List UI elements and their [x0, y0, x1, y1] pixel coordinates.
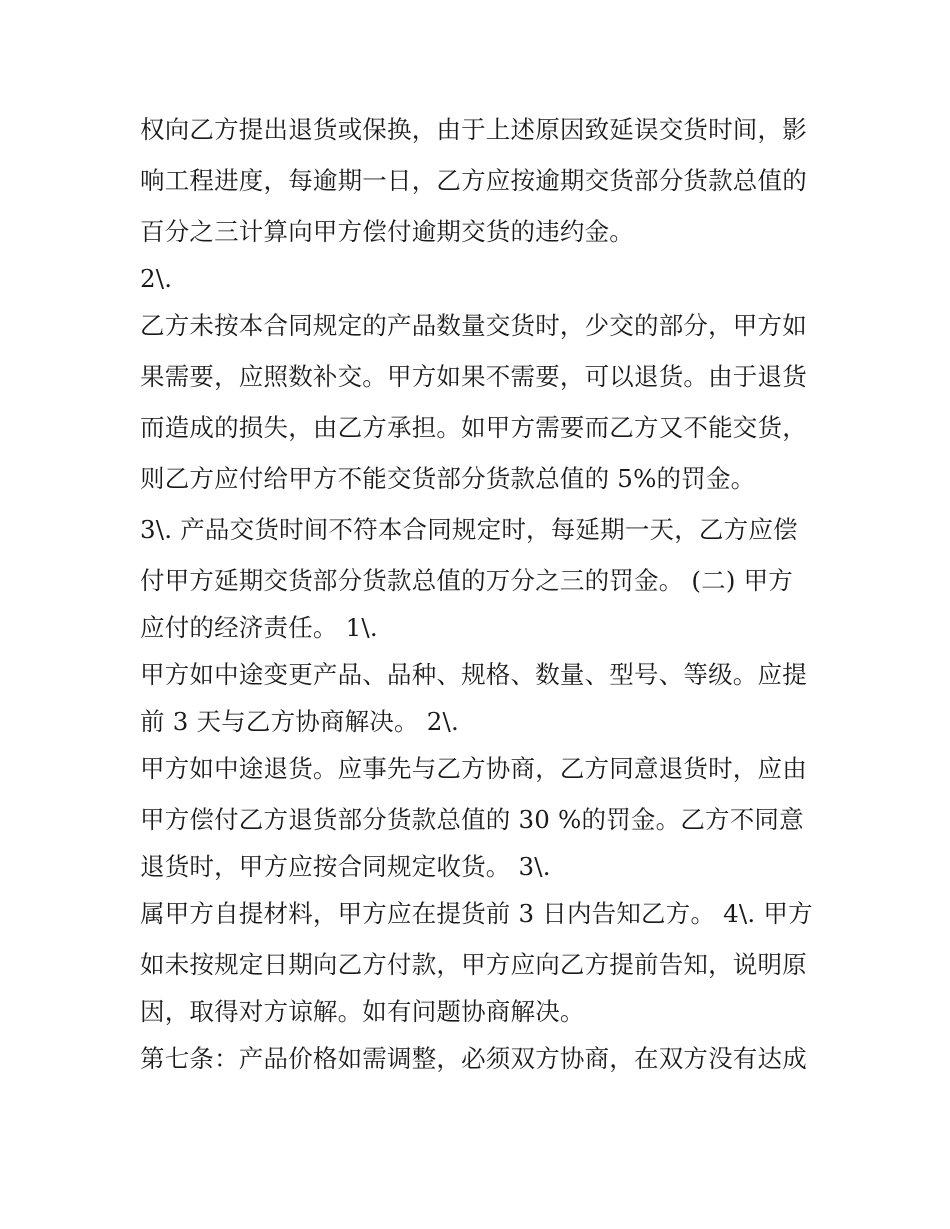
document-body	[140, 108, 820, 1088]
text-line: 应付的经济责任。 1\.	[140, 613, 378, 642]
text-line: 乙方未按本合同规定的产品数量交货时，少交的部分，甲方如	[140, 311, 807, 340]
text-line: 而造成的损失，由乙方承担。如甲方需要而乙方又不能交货，	[140, 413, 807, 442]
text-line: 因，取得对方谅解。如有问题协商解决。	[140, 997, 585, 1026]
text-line: 响工程进度，每逾期一日，乙方应按逾期交货部分货款总值的	[140, 166, 807, 195]
text-line: 退货时，甲方应按合同规定收货。 3\.	[140, 852, 551, 881]
text-line: 前 3 天与乙方协商解决。 2\.	[140, 707, 459, 736]
text-line: 果需要，应照数补交。甲方如果不需要，可以退货。由于退货	[140, 362, 807, 391]
text-line: 甲方如中途退货。应事先与乙方协商，乙方同意退货时，应由	[140, 754, 807, 783]
text-line: 3\. 产品交货时间不符本合同规定时，每延期一天，乙方应偿	[140, 515, 798, 544]
text-line: 甲方如中途变更产品、品种、规格、数量、型号、等级。应提	[140, 660, 807, 689]
text-line: 第七条：产品价格如需调整，必须双方协商，在双方没有达成	[140, 1044, 807, 1073]
text-line: 百分之三计算向甲方偿付逾期交货的违约金。	[140, 217, 634, 246]
text-line: 属甲方自提材料，甲方应在提货前 3 日内告知乙方。 4\. 甲方	[140, 899, 813, 928]
text-line: 付甲方延期交货部分货款总值的万分之三的罚金。 (二) 甲方	[140, 566, 793, 595]
text-line: 则乙方应付给甲方不能交货部分货款总值的 5%的罚金。	[140, 464, 756, 493]
text-line: 权向乙方提出退货或保换，由于上述原因致延误交货时间，影	[140, 115, 807, 144]
text-line: 如未按规定日期向乙方付款，甲方应向乙方提前告知，说明原	[140, 950, 807, 979]
text-line: 甲方偿付乙方退货部分货款总值的 30 %的罚金。乙方不同意	[140, 805, 804, 834]
text-line: 2\.	[140, 264, 173, 293]
